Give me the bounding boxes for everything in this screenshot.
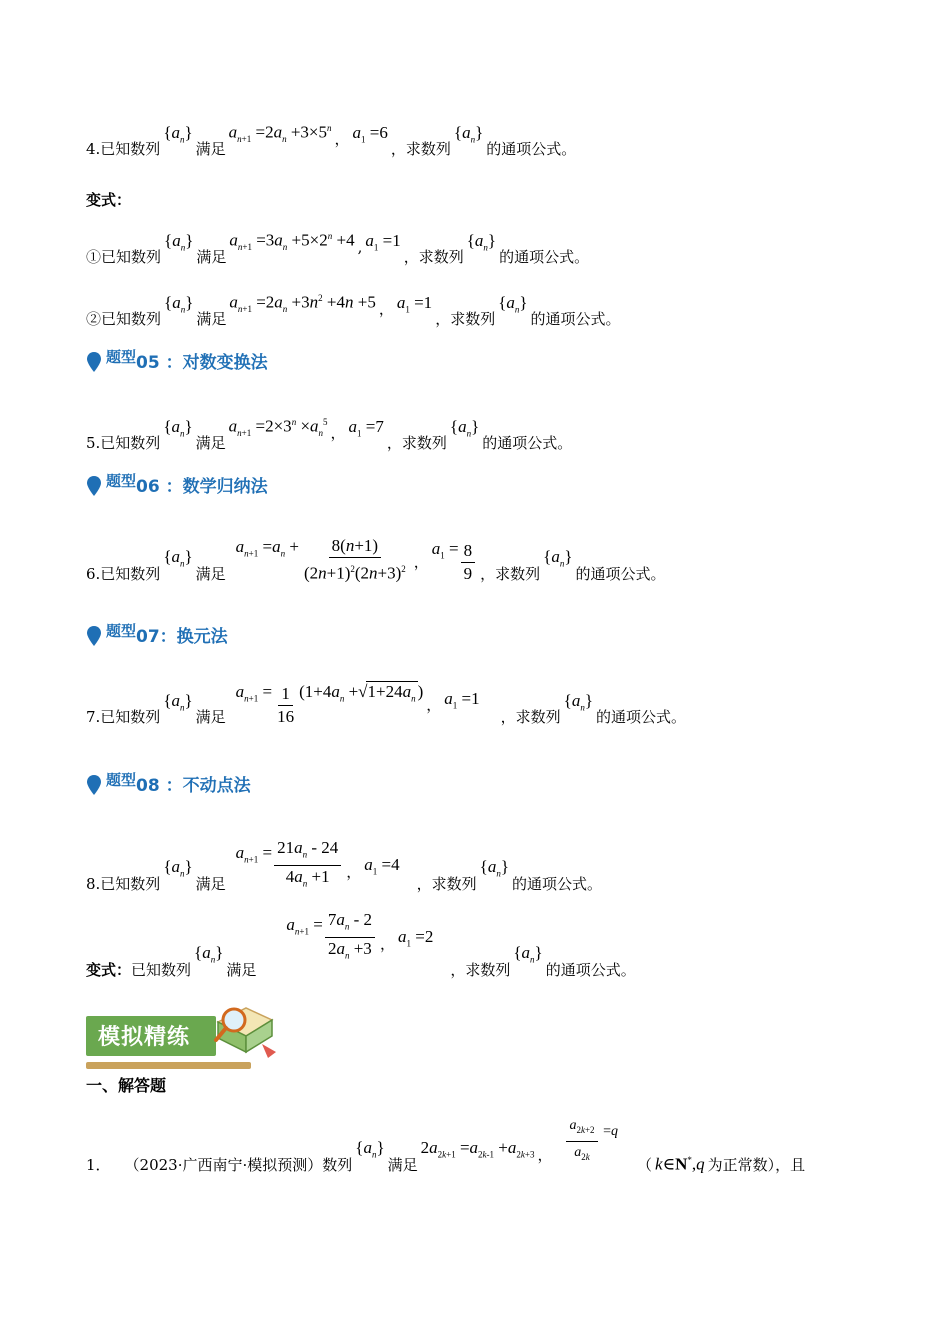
problem-8: 8.已知数列 $\{a_n\}$ 满足 $a_{n+1}$ = $\frac{21a_n - 24}{4a_n +1}$ ， $a_1 =4$ ，求数列 $\{a_n\}$ 的通项公式。 xyxy=(86,838,602,893)
formula: $a_{n+1} =2\times 3^n \times a_n^5$ xyxy=(228,416,328,439)
formula: $\{a_n\}$ xyxy=(355,1138,385,1160)
banner-underline xyxy=(86,1062,251,1069)
formula: $\{a_n\}$ xyxy=(163,547,193,569)
variant-8: 变式： 已知数列 $\{a_n\}$ 满足 $a_{n+1}$ = $\frac{7a_n - 2}{2a_n +3}$ ， $a_1 =2$ ，求数列 $\{a_n\}$ 的通项公式。 xyxy=(86,910,636,979)
problem-4: 4.已知数列 $\{a_n\}$ 满足 $a_{n+1} =2a_n +3\times 5^n$ ， $a_1 =6$ ，求数列 $\{a_n\}$ 的通项公式。 xyxy=(86,128,576,159)
formula: $a_{n+1}$ = $\frac{1}{16}$ ($1+4a_n +√1+24a_n$ ) xyxy=(235,682,424,726)
formula: $\{a_n\}$ xyxy=(449,416,480,439)
formula: $a_{n+1}$ = $\frac{21a_n - 24}{4a_n +1}$ xyxy=(236,838,344,894)
location-pin-icon xyxy=(86,351,102,373)
formula: $a_{n+1} =2a_n +3n^2 +4n +5$ xyxy=(229,292,376,315)
formula: $\{a_n\}$ xyxy=(479,857,509,879)
formula: $\{a_n\}$ xyxy=(163,122,193,145)
formula: $\{a_n\}$ xyxy=(466,230,497,253)
variant-1: ①已知数列 $\{a_n\}$ 满足 $a_{n+1} =3a_n +5\times 2^n +4$ , $a_1 =1$ ，求数列 $\{a_n\}$ 的通项公式。 xyxy=(86,236,589,267)
formula: $\{a_n\}$ xyxy=(453,122,484,145)
formula: k∈N*,q xyxy=(654,1154,705,1174)
formula: $a_1 =6$ xyxy=(352,122,388,145)
formula: $\{a_n\}$ xyxy=(194,943,224,965)
location-pin-icon xyxy=(86,625,102,647)
question-1: 1． （2023·广西南宁·模拟预测）数列 $\{a_n\}$ 满足 $2a_{2k+1} =a_{2k-1} +a_{2k+3}$ ， $\frac{a_{2k+2}}{a_{2k}}$ =q （ k∈N*,q 为正常数），且 xyxy=(86,1118,806,1174)
formula: $a_1 =4$ xyxy=(364,855,400,877)
formula: $a_1 =1$ xyxy=(365,230,401,253)
heading-type-06: 题型 06 ：数学归纳法 xyxy=(86,472,268,497)
formula: $a_{n+1} =3a_n +5\times 2^n +4$ xyxy=(229,230,355,253)
formula: $2a_{2k+1} =a_{2k-1} +a_{2k+3}$ xyxy=(420,1138,535,1160)
formula: $\{a_n\}$ xyxy=(498,292,528,315)
formula: $\{a_n\}$ xyxy=(163,416,193,439)
formula: $a_1 =2$ xyxy=(398,927,434,949)
banner-title: 模拟精练 xyxy=(98,1025,191,1050)
formula: $\{a_n\}$ xyxy=(164,230,194,253)
formula: $a_1 =1$ xyxy=(444,688,480,710)
formula: $a_1 =7$ xyxy=(348,416,384,439)
formula: $a_{n+1} =2a_n +3\times 5^n$ xyxy=(228,122,332,145)
formula: $a_1$ = $\frac{8}{9}$ xyxy=(432,541,477,584)
heading-type-07: 题型 07：换元法 xyxy=(86,622,228,647)
variant-label: 变式： xyxy=(86,191,132,209)
practice-banner xyxy=(86,1000,281,1072)
problem-6: 6.已知数列 $\{a_n\}$ 满足 $a_{n+1} =a_n$ + $\frac{8(n+1)}{(2n+1)^2(2n+3)^2}$ ， $a_1$ = $\frac{8}{9}$ ，求数列 $\{a_n\}$ 的通项公式。 xyxy=(86,536,666,583)
problem-7: 7.已知数列 $\{a_n\}$ 满足 $a_{n+1}$ = $\frac{1}{16}$ ($1+4a_n +√1+24a_n$ ) ， $a_1 =1$ ，求数列 $\{a_n\}$ 的通项公式。 xyxy=(86,682,687,726)
formula: $a_{n+1} =a_n$ + $\frac{8(n+1)}{(2n+1)^2(2n+3)^2}$ xyxy=(235,536,406,583)
book-magnifier-icon xyxy=(206,1000,281,1062)
location-pin-icon xyxy=(86,774,102,796)
heading-type-08: 题型 08 ：不动点法 xyxy=(86,771,251,796)
formula: $\{a_n\}$ xyxy=(543,547,573,569)
section-title: 一、解答题 xyxy=(86,1076,167,1095)
problem-5: 5.已知数列 $\{a_n\}$ 满足 $a_{n+1} =2\times 3^n \times a_n^5$ ， $a_1 =7$ ，求数列 $\{a_n\}$ 的通项公式。 xyxy=(86,422,572,453)
formula: $\{a_n\}$ xyxy=(163,857,193,879)
formula: $\frac{a_{2k+2}}{a_{2k}}$ =q xyxy=(564,1116,617,1167)
formula: $a_1 =1$ xyxy=(396,292,433,315)
location-pin-icon xyxy=(86,475,102,497)
formula: $\{a_n\}$ xyxy=(163,690,193,712)
formula: $\{a_n\}$ xyxy=(164,292,194,315)
variant-2: ②已知数列 $\{a_n\}$ 满足 $a_{n+1} =2a_n +3n^2 +4n +5$ ， $a_1 =1$ ，求数列 $\{a_n\}$ 的通项公式。 xyxy=(86,298,621,329)
formula: $\{a_n\}$ xyxy=(513,943,543,965)
heading-type-05: 题型 05 ：对数变换法 xyxy=(86,348,268,373)
formula: $\{a_n\}$ xyxy=(563,690,593,712)
formula: $a_{n+1}$ = $\frac{7a_n - 2}{2a_n +3}$ xyxy=(286,910,377,966)
